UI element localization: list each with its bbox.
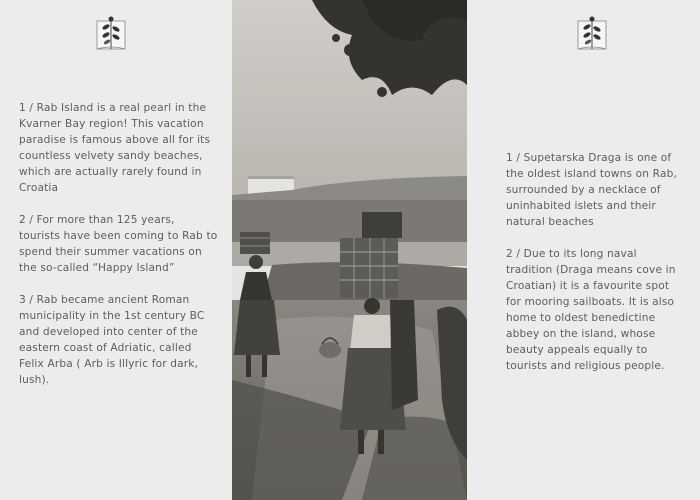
left-paragraph-1: 1 / Rab Island is a real pearl in the Kvarner Bay region! This vacation paradise is famous above all for its countless velvety sandy beaches, which are actually rarely found in Croatia <box>19 102 211 194</box>
left-text-column <box>19 100 219 404</box>
right-paragraph-2: 2 / Due to its long naval tradition (Draga means cove in Croatian) it is a favourite spot for mooring sailboats. It is also home to oldest benedictine abbey on the island, whose beauty appeals equally to tourists and religious people. <box>506 248 676 372</box>
right-text-column <box>506 150 681 390</box>
vintage-photo-women-carrying-baskets <box>232 0 467 500</box>
olive-branch-emblem-icon <box>94 15 128 53</box>
left-paragraph-3: 3 / Rab became ancient Roman municipality in the 1st century BC and developed into center of the eastern coast of Adriatic, called Felix Arba ( Arb is Illyric for dark, lush). <box>19 294 205 386</box>
right-paragraph-1: 1 / Supetarska Draga is one of the oldest island towns on Rab, surrounded by a necklace of uninhabited islets and their natural beaches <box>506 152 677 228</box>
olive-branch-emblem-icon <box>575 15 609 53</box>
vintage-photo <box>232 0 467 500</box>
left-paragraph-2: 2 / For more than 125 years, tourists have been coming to Rab to spend their summer vacations on the so-called “Happy Island” <box>19 214 218 274</box>
